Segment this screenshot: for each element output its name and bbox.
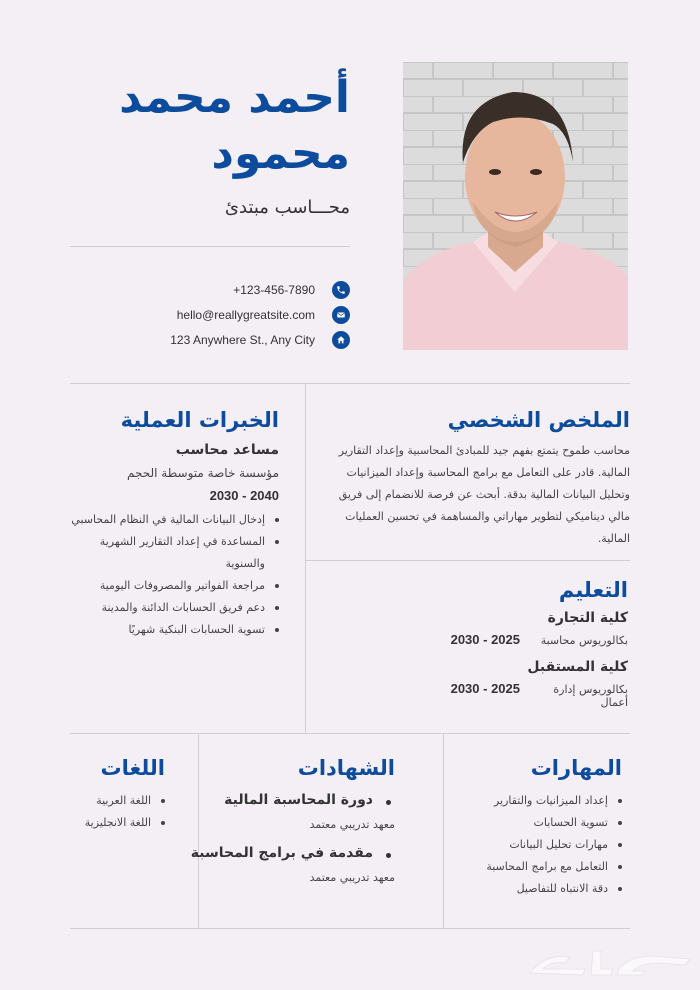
certificates-heading: الشهادات [297, 756, 395, 780]
contact-email [110, 304, 350, 326]
header-divider [70, 246, 350, 247]
languages-section [55, 756, 165, 834]
address-text: 123 Anywhere St., Any City [170, 333, 315, 347]
divider-summary-education [305, 560, 630, 561]
contact-address [110, 329, 350, 351]
skill-item: دقة الانتباه للتفاصيل [452, 878, 622, 900]
experience-item: تسوية الحسابات البنكية شهريًا [69, 619, 279, 641]
job-title: محـــاسب مبتدئ [224, 197, 350, 218]
contact-phone [110, 279, 350, 301]
languages-heading: اللغات [100, 756, 165, 780]
skill-item: مهارات تحليل البيانات [452, 834, 622, 856]
bullet-icon [386, 853, 391, 858]
languages-list [55, 790, 165, 834]
skills-list [452, 790, 622, 900]
skills-section [452, 756, 622, 900]
experience-item: مراجعة الفواتير والمصروفات اليومية [69, 575, 279, 597]
education-years: 2030 - 2025 [450, 632, 520, 647]
skill-item: تسوية الحسابات [452, 812, 622, 834]
summary-section [330, 408, 630, 550]
certificate-name: مقدمة في برامج المحاسبة [190, 845, 373, 861]
education-degree: بكالوريوس إدارة أعمال [553, 683, 628, 709]
divider-certs-skills [443, 733, 444, 928]
phone-icon [332, 281, 350, 299]
education-school: كلية التجارة [547, 610, 628, 626]
education-entry-row [328, 681, 628, 709]
name-line-2: محمود [211, 128, 350, 179]
experience-item: المساعدة في إعداد التقارير الشهرية والسنوية [69, 531, 279, 575]
home-icon [332, 331, 350, 349]
divider-middle-vertical [305, 383, 306, 733]
profile-photo [403, 62, 628, 350]
certificate-name: دورة المحاسبة المالية [224, 792, 373, 808]
summary-heading: الملخص الشخصي [447, 408, 630, 432]
education-heading: التعليم [558, 578, 628, 602]
certificate-issuer: معهد تدريبي معتمد [309, 871, 395, 884]
divider-footer [70, 928, 630, 929]
education-degree: بكالوريوس محاسبة [540, 634, 628, 647]
experience-role: مساعد محاسب [175, 442, 279, 458]
divider-bottom-row [70, 733, 630, 734]
person-name [50, 70, 350, 182]
skill-item: التعامل مع برامج المحاسبة [452, 856, 622, 878]
experience-years: 2040 - 2030 [209, 488, 279, 503]
experience-section [69, 408, 279, 641]
education-section [328, 578, 628, 709]
education-school: كلية المستقبل [527, 659, 628, 675]
phone-text[interactable]: +123-456-7890 [233, 283, 315, 297]
email-text[interactable]: hello@reallygreatsite.com [176, 308, 315, 322]
skill-item: إعداد الميزانيات والتقارير [452, 790, 622, 812]
skills-heading: المهارات [530, 756, 622, 780]
experience-company: مؤسسة خاصة متوسطة الحجم [126, 466, 279, 480]
language-item: اللغة العربية [55, 790, 165, 812]
experience-list [69, 509, 279, 641]
education-entry-row [328, 632, 628, 647]
education-years: 2030 - 2025 [450, 681, 520, 696]
certificates-section [175, 756, 395, 884]
experience-item: إدخال البيانات المالية في النظام المحاسبي [69, 509, 279, 531]
certificate-item [175, 845, 395, 861]
divider-top [70, 383, 630, 384]
bullet-icon [386, 800, 391, 805]
name-line-1: أحمد محمد [119, 72, 350, 123]
certificate-issuer: معهد تدريبي معتمد [309, 818, 395, 831]
experience-heading: الخبرات العملية [120, 408, 279, 432]
mail-icon [332, 306, 350, 324]
haraj-watermark-logo [525, 945, 695, 980]
experience-item: دعم فريق الحسابات الدائنة والمدينة [69, 597, 279, 619]
certificate-item [175, 792, 395, 808]
summary-text: محاسب طموح يتمتع بفهم جيد للمبادئ المحاسبية وإعداد التقارير المالية. قادر على التعامل مع برامج المحاسبة وإعداد الميزانيات وتحليل البيانات المالية بدقة. أبحث عن فرصة للانضمام إلى فريق مالي ديناميكي لتطوير مهاراتي والمساهمة في تحسين العمليات المالية. [338, 444, 630, 545]
language-item: اللغة الانجليزية [55, 812, 165, 834]
